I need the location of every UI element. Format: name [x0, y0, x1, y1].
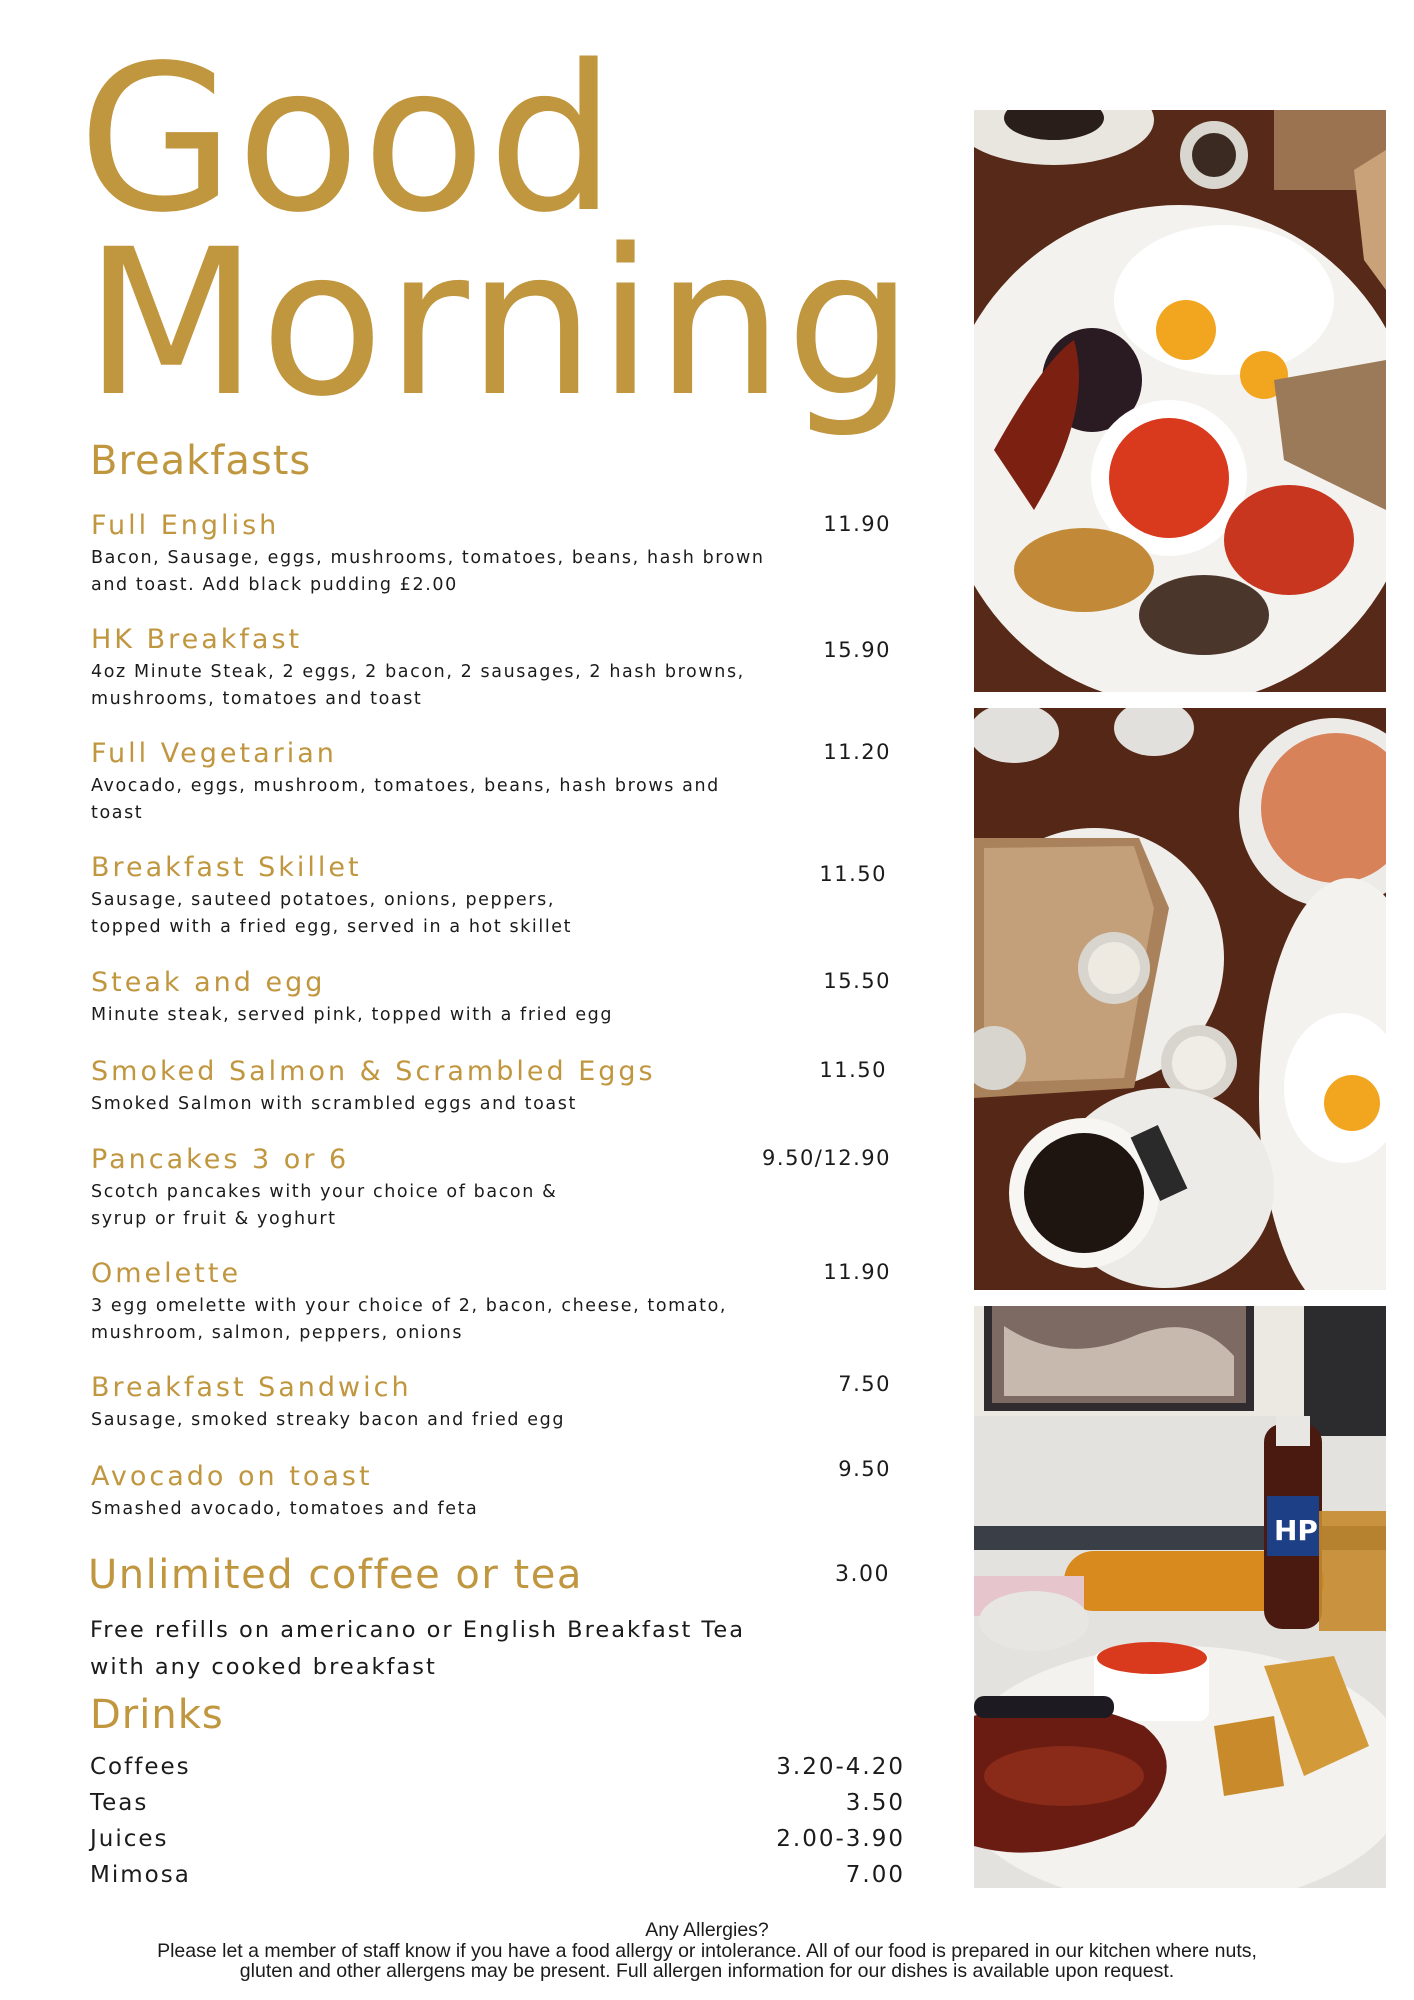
- item-name: Breakfast Skillet: [91, 852, 362, 883]
- allergy-text: gluten and other allergens may be present. Full allergen information for our dishes is available upon request.: [239, 1960, 1175, 1982]
- breakfasts-heading: Breakfasts: [90, 438, 312, 484]
- item-price: 11.90: [823, 1260, 891, 1284]
- item-description: Minute steak, served pink, topped with a fried egg: [91, 1005, 614, 1025]
- item-price: 11.90: [823, 512, 891, 536]
- item-name: Full English: [91, 510, 280, 541]
- item-name: Breakfast Sandwich: [91, 1372, 412, 1403]
- allergy-text: Please let a member of staff know if you have a food allergy or intolerance. All of our food is prepared in our kitchen where nuts,: [157, 1939, 1257, 1962]
- drink-name: Coffees: [90, 1754, 191, 1780]
- photo-breakfast-hp-sauce-image: [974, 1306, 1386, 1888]
- drink-row-mimosa: [90, 1862, 905, 1898]
- item-name: Full Vegetarian: [91, 738, 337, 769]
- menu-item-hk-breakfast: [91, 622, 891, 712]
- item-description: topped with a fried egg, served in a hot skillet: [91, 917, 573, 937]
- item-price: 15.50: [823, 969, 891, 993]
- menu-item-steak-and-egg: [91, 965, 891, 1028]
- allergy-title: Any Allergies?: [645, 1919, 769, 1941]
- item-price: 11.50: [819, 1058, 887, 1082]
- item-description: Avocado, eggs, mushroom, tomatoes, beans, hash brows and: [91, 776, 720, 796]
- unlimited-coffee-price: 3.00: [835, 1562, 890, 1587]
- item-name: Smoked Salmon & Scrambled Eggs: [91, 1056, 656, 1087]
- photo-full-english-image: [974, 110, 1386, 692]
- drink-price: 2.00-3.90: [776, 1826, 905, 1852]
- item-name: HK Breakfast: [91, 624, 303, 655]
- item-name: Omelette: [91, 1258, 242, 1289]
- unlimited-coffee-heading: Unlimited coffee or tea: [88, 1552, 583, 1598]
- menu-item-omelette: [91, 1256, 891, 1346]
- item-price: 9.50/12.90: [762, 1146, 891, 1170]
- item-description: Smoked Salmon with scrambled eggs and toast: [91, 1094, 577, 1114]
- title-morning: Morning: [84, 205, 916, 441]
- drink-name: Mimosa: [90, 1862, 191, 1888]
- photo-full-english: [974, 110, 1386, 692]
- unlimited-coffee-description: [90, 1612, 810, 1686]
- item-name: Steak and egg: [91, 967, 326, 998]
- item-description: syrup or fruit & yoghurt: [91, 1209, 337, 1229]
- description-line: Free refills on americano or English Breakfast Tea: [90, 1617, 745, 1643]
- item-price: 11.20: [823, 740, 891, 764]
- item-name: Avocado on toast: [91, 1461, 373, 1492]
- menu-item-avocado-toast: [91, 1459, 891, 1522]
- item-price: 15.90: [823, 638, 891, 662]
- item-description: mushroom, salmon, peppers, onions: [91, 1323, 464, 1343]
- item-description: Smashed avocado, tomatoes and feta: [91, 1499, 479, 1519]
- item-description: 4oz Minute Steak, 2 eggs, 2 bacon, 2 sausages, 2 hash browns,: [91, 662, 745, 682]
- item-description: mushrooms, tomatoes and toast: [91, 689, 423, 709]
- menu-item-full-vegetarian: [91, 736, 891, 826]
- drink-price: 3.20-4.20: [776, 1754, 905, 1780]
- drink-name: Teas: [90, 1790, 149, 1816]
- item-price: 9.50: [838, 1457, 891, 1481]
- drinks-heading: Drinks: [90, 1692, 224, 1738]
- hp-sauce-label: HP: [1274, 1514, 1318, 1547]
- drink-name: Juices: [90, 1826, 169, 1852]
- photo-breakfast-hp-sauce: [974, 1306, 1386, 1888]
- item-description: Sausage, smoked streaky bacon and fried egg: [91, 1410, 566, 1430]
- drink-row-juices: [90, 1826, 905, 1862]
- item-name: Pancakes 3 or 6: [91, 1144, 350, 1175]
- drink-price: 7.00: [845, 1862, 905, 1888]
- menu-item-smoked-salmon: [91, 1054, 891, 1117]
- item-price: 7.50: [838, 1372, 891, 1396]
- menu-item-full-english: [91, 508, 891, 598]
- item-description: toast: [91, 803, 144, 823]
- allergy-notice: [40, 1920, 1374, 1982]
- item-description: Sausage, sauteed potatoes, onions, peppers,: [91, 890, 555, 910]
- item-description: 3 egg omelette with your choice of 2, bacon, cheese, tomato,: [91, 1296, 728, 1316]
- item-description: and toast. Add black pudding £2.00: [91, 575, 458, 595]
- item-price: 11.50: [819, 862, 887, 886]
- item-description: Scotch pancakes with your choice of bacon &: [91, 1182, 558, 1202]
- drink-row-teas: [90, 1790, 905, 1826]
- photo-toast-tea-coffee-image: [974, 708, 1386, 1290]
- menu-item-breakfast-skillet: [91, 850, 891, 940]
- menu-item-pancakes: [91, 1142, 891, 1232]
- description-line: with any cooked breakfast: [90, 1654, 437, 1680]
- drink-row-coffees: [90, 1754, 905, 1790]
- title-good: Good: [78, 21, 618, 257]
- item-description: Bacon, Sausage, eggs, mushrooms, tomatoes, beans, hash brown: [91, 548, 765, 568]
- drink-price: 3.50: [845, 1790, 905, 1816]
- menu-item-breakfast-sandwich: [91, 1370, 891, 1433]
- photo-toast-tea-coffee: [974, 708, 1386, 1290]
